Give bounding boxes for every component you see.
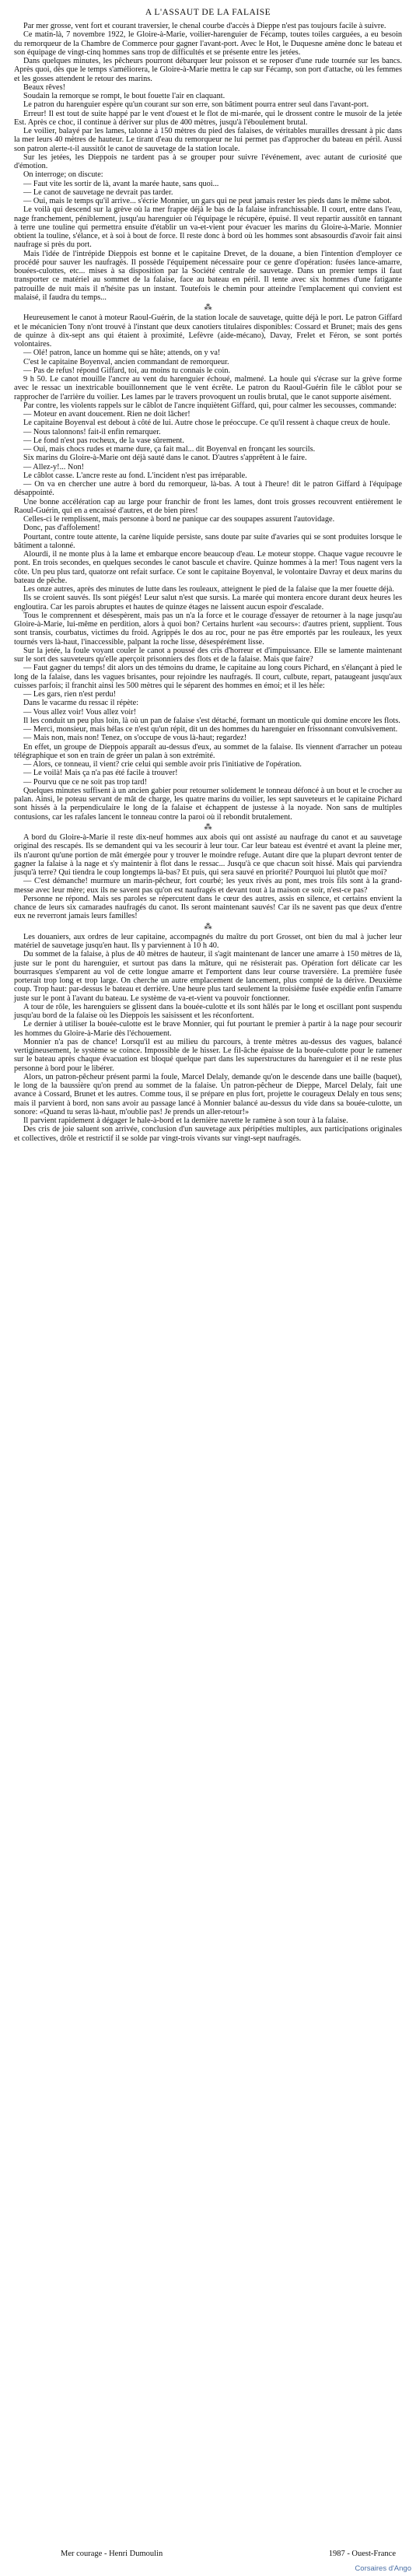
article-paragraph: Par contre, les violents rappels sur le câblot de l'ancre inquiètent Giffard, qui, pour calmer les secousses, commande: bbox=[23, 401, 397, 410]
article-paragraph: — Pas de refus! répond Giffard, toi, au moins tu connais le coin. bbox=[23, 366, 231, 375]
article-paragraph: Sur les jetées, les Dieppois ne tardent pas à se grouper pour suivre l'événement, avec autant de curiosité que d'émotion. bbox=[14, 152, 402, 170]
article-paragraph: — Le fond n'est pas rocheux, de la vase sûrement. bbox=[23, 436, 184, 445]
article-paragraph: — Olé! patron, lance un homme qui se hâte; attends, on y va! bbox=[23, 349, 221, 358]
article-paragraph: — Oui, mais chocs rudes et marne dure, ça fait mal... dit Boyenval en fronçant les sourcils. bbox=[23, 445, 316, 454]
section-separator: ⁂ bbox=[204, 303, 212, 312]
article-paragraph: Donc, pas d'affolement! bbox=[23, 524, 100, 533]
article-paragraph: — Pourvu que ce ne soit pas trop tard! bbox=[23, 777, 147, 787]
article-paragraph: — Faut gagner du temps! dit alors un des témoins du drame, le capitaine au long cours Pichard, en s'élançant à pied le long de la falaise, dans les vagues brisantes, pour rejoindre les naufragés. Il court, culbute, repart, pataugeant jusqu'aux cuisses parfois; il franchit ainsi les 500 mètres qui le séparent des hommes en émoi; et il les hèle: bbox=[14, 664, 402, 690]
article-paragraph: Beaux rêves! bbox=[23, 82, 66, 92]
article-paragraph: Il parvient rapidement à dégager le hale-à-bord et la dernière navette le ramène à son tour à la falaise. bbox=[23, 1116, 348, 1125]
article-paragraph: Dans le vacarme du ressac il répète: bbox=[23, 699, 139, 708]
article-paragraph: — On va en chercher une autre à bord du remorqueur, là-bas. A tout à l'heure! dit le patron Giffard à l'équipage désappointé. bbox=[14, 480, 402, 498]
article-paragraph: Le câblot casse. L'ancre reste au fond. L'incident n'est pas irréparable. bbox=[23, 471, 247, 480]
article-paragraph: Alourdi, il ne monte plus à la lame et embarque encore beaucoup d'eau. Le moteur stoppe. Chaque vague recouvre le pont. En trois secondes, en quelques secondes le canot bascule et chavire. Quinze hommes à la mer! Tous nagent vers la côte. Un peu plus tard, quatorze ont refait surface. Ce sont le capitaine Boyenval, le volontaire Davray et deux marins du bateau de pêche. bbox=[14, 550, 402, 585]
article-paragraph: — Mais non, mais non! Tenez, on s'occupe de vous là-haut; regardez! bbox=[23, 734, 247, 743]
article-paragraph: C'est le capitaine Boyenval, ancien commandant de remorqueur. bbox=[23, 357, 229, 366]
article-paragraph: — Le voilà! Mais ça n'a pas été facile à trouver! bbox=[23, 769, 178, 778]
article-paragraph: Les onze autres, après des minutes de lutte dans les rouleaux, atteignent le pied de la falaise que la mer fouette déjà. bbox=[23, 585, 394, 594]
article-paragraph: Les douaniers, aux ordres de leur capitaine, accompagnés du maître du port Grosset, ont bien du mal à jucher leur matériel de sauvetage jusqu'en haut. Ils y parviennent à 10 h 40. bbox=[14, 932, 402, 950]
article-paragraph: A bord du Gloire-à-Marie il reste dix-neuf hommes aux abois qui ont assisté au naufrage du canot et au sauvetage original des rescapés. Ils se demandent qui va les secourir à leur tour. Car leur bateau est éventré et avant la pleine mer, ils n'auront qu'une portion de mât émergée pour y trouver le moindre refuge. Autant dire que la plupart devront tenter de gagner la falaise à la nage et s'y maintenir à flot dans le ressac... Jusqu'à ce que chacun soit hissé. Mais qui parviendra jusqu'à terre? Qui tiendra le coup longtemps là-bas? Et puis, qui sera sauvé en priorité? Pourquoi lui plutôt que moi? bbox=[14, 833, 402, 877]
article-paragraph: — Allez-y!... Non! bbox=[23, 462, 85, 471]
article-paragraph: En effet, un groupe de Dieppois apparaît au-dessus d'eux, au sommet de la falaise. Ils viennent d'arracher un poteau télégraphique et son en train de gréer un palan à son extrémité. bbox=[14, 742, 402, 760]
section-separator: ⁂ bbox=[204, 922, 212, 931]
article-paragraph: Du sommet de la falaise, à plus de 40 mètres de hauteur, il s'agit maintenant de lancer une amarre à 150 mètres de là, juste sur le pont du harenguier, et surtout pas dans la mâture, qui ne résisterait pas. Opération fort délicate car les bourrasques s'emparent au vol de cette longue amarre et l'emportent dans leur course traversière. La première fusée porterait trop long et trop large. On cherche un autre emplacement de lancement, plus compté de la dérive. Deuxième coup. Trop haut: par-dessus le bateau et derrière. Une heure plus tard seulement la troisième fusée expédie enfin l'amarre juste sur le pont à l'avant du bateau. Le système de va-et-vient va pouvoir fonctionner. bbox=[14, 950, 402, 1003]
footer-date: 1987 - Ouest-France bbox=[328, 2550, 396, 2558]
article-paragraph: — Moteur en avant doucement. Rien ne doit lâcher! bbox=[23, 410, 191, 419]
article-paragraph: Le voilà qui descend sur la grève où la mer frappe déjà le bas de la falaise infranchissable. Il court, entre dans l'eau, nage franchement, péniblement, jusqu'au harenguier où l'équipage le récupère, épuisé. Il veut repartir aussitôt en tannant à terre une touline qui permettra ensuite d'établir un va-et-vient pour évacuer les marins du Gloire-à-Marie. Monnier obtient la touline, s'élance, et à soi à bout de force. Il reste donc à bord où les hommes sont absasourdis d'avoir fait ainsi naufrage si près du port. bbox=[14, 205, 402, 250]
article-paragraph: Soudain la remorque se rompt, le bout fouette l'air en claquant. bbox=[23, 92, 225, 100]
article-paragraph: Une bonne accélération cap au large pour franchir de front les lames, dont trois grosses recouvrent entièrement le Raoul-Guérin, qui en a encaissé d'autres, et de bien pires! bbox=[14, 497, 402, 515]
article-paragraph: Six marins du Gloire-à-Marie ont déjà sauté dans le canot. D'autres s'apprêtent à le faire. bbox=[23, 454, 307, 463]
article-paragraph: Sur la jetée, la foule voyant couler le canot a poussé des cris d'horreur et d'impuissance. Elle se lamente maintenant sur le sort des sauveteurs qu'elle aperçoit prisonniers des flots et de la falaise. Mais que faire? bbox=[14, 646, 402, 664]
article-paragraph: — Merci, monsieur, mais hélas ce n'est qu'un répit, dit un des hommes du harenguier en frissonnant convulsivement. bbox=[23, 725, 398, 734]
article-paragraph: Celles-ci le remplissent, mais personne à bord ne panique car des soupapes assurent l'autovidage. bbox=[23, 515, 335, 524]
section-separator: ⁂ bbox=[204, 822, 212, 832]
article-paragraph: 9 h 50. Le canot mouille l'ancre au vent du harenguier échoué, malmené. La houle qui s'écrase sur la grève forme avec le ressac un inextricable bouillonnement que le vent écrête. Le patron du Raoul-Guérin file le câblot pour se rapprocher de l'arrière du voilier. Les lames par le travers provoquent un roulis brutal, que le canot supporte aisément. bbox=[14, 375, 402, 401]
article-paragraph: — C'est démanche! murmure un marin-pêcheur, fort courbé; les yeux rivés au pont, mes trois fils sont à la grand-messe avec leur mère; eux ils ne savent pas qu'on est naufragés et devant tout à la maison ce soir, n'est-ce pas? bbox=[14, 877, 402, 895]
article-paragraph: On interroge; on discute: bbox=[23, 170, 103, 180]
article-paragraph: — Oui, mais le temps qu'il arrive... s'écrie Monnier, un gars qui ne peut jamais rester les pieds dans le même sabot. bbox=[23, 197, 392, 205]
article-paragraph: A tour de rôle, les harenguiers se glissent dans la bouée-culotte et ils sont hâlés par le long et oscillant pont suspendu jusqu'au bord de la falaise où les Dieppois les saisissent et les réconfortent. bbox=[14, 1002, 402, 1020]
article-paragraph: Dans quelques minutes, les pêcheurs pourront débarquer leur poisson et se reposer d'une rude tournée sur les bancs. Après quoi, dès que le temps s'améliorera, le Gloire-à-Marie mettra le cap sur Fécamp, son port d'attache, où les femmes et les gosses attendent le retour des marins. bbox=[14, 57, 402, 83]
article-paragraph: — Faut vite les sortir de là, avant la marée haute, sans quoi... bbox=[23, 179, 219, 188]
article-paragraph: Le capitaine Boyenval est debout à côté de lui. Autre chose le préoccupe. Ce qu'il ressent à chaque creux de houle. bbox=[23, 419, 390, 428]
article-paragraph: Heureusement le canot à moteur Raoul-Guérin, de la station locale de sauvetage, quitte déjà le port. Le patron Giffard et le mécanicien Tony n'ont trouvé à l'instant que deux canotiers titulaires disponibles: Cossard et Brunet; mais des gens de quinze à dix-sept ans qui étaient à proximité, Lefèvre (aide-mécano), Davay, Frelet et Féron, se sont portés volontaires. bbox=[14, 314, 402, 349]
article-paragraph: Tous le comprennent et désespèrent, mais pas un n'a la force et le courage d'essayer de retourner à la nage jusqu'au Gloire-à-Marie, lui-même en perdition, alors à quoi bon? Certains hurlent «au secours»: d'autres prient, supplient. Tous sont transis, courbatus, victimes du froid. Agrippés le dos au roc, pour ne pas être emportés par les rouleaux, les yeux tournés vers là-haut, l'inaccessible, palpant la roche lisse, désespérément lisse. bbox=[14, 611, 402, 647]
article-paragraph: Le patron du harenguier espère qu'un courant sur son erre, son bâtiment pourra entrer seul dans l'avant-port. bbox=[23, 100, 369, 110]
watermark-credit: Corsaires d'Ango bbox=[355, 2564, 411, 2573]
article-paragraph: Des cris de joie saluent son arrivée, conclusion d'un sauvetage aux péripéties multiples, aux participations originales et collectives, drôle et restrictif il se solde par vingt-trois vivants sur vingt-sept naufragés. bbox=[14, 1125, 402, 1143]
article-paragraph: Ce matin-là, 7 novembre 1922, le Gloire-à-Marie, voilier-harenguier de Fécamp, toutes toiles carguées, a eu besoin du remorqueur de la Chambre de Commerce pour gagner l'avant-port. Avec le Hot, le Duquesne amène donc le bateau et son équipage de vingt-cinq hommes sans trop de difficultés et se présente entre les jetées. bbox=[14, 30, 402, 57]
article-paragraph: Il les conduit un peu plus loin, là où un pan de falaise s'est détaché, formant un monticule qui domine encore les flots. bbox=[23, 716, 400, 725]
article-title: A L'ASSAUT DE LA FALAISE bbox=[145, 8, 271, 17]
article-paragraph: Mais l'idée de l'intrépide Dieppois est bonne et le capitaine Drevet, de la douane, a bien l'intention d'employer ce procédé pour sauver les naufragés. Il possède l'équipement nécessaire pour ce genre d'opération: fusées lance-amarre, bouées-culottes, etc... mises à sa disposition par la Société centrale de sauvetage. Dans un premier temps il faut transporter ce matériel au sommet de la falaise, face au bateau en péril. Il tente avec six hommes d'une fatigante patrouille de nuit mais il n'hésite pas un instant. Toutefois le chemin pour atteindre l'emplacement qui convient est malaisé, il faudra du temps... bbox=[14, 249, 402, 302]
article-paragraph: Quelques minutes suffisent à un ancien gabier pour retourner solidement le tonneau défoncé à un bout et le crocher au palan. Ainsi, le poteau servant de mât de charge, les quatre marins du voilier, les sept sauveteurs et le capitaine Pichard sont hissés à la perpendiculaire le long de la falaise et échappent de justesse à la noyade. Non sans de multiples contusions, car les rafales lancent le tonneau contre la paroi où il rebondit brutalement. bbox=[14, 786, 402, 822]
article-paragraph: Personne ne répond. Mais ses paroles se répercutent dans le cœur des autres, assis en silence, et certains envient la chance de leurs six camarades naufragés du canot. Ils seront maintenant sauvés! Car ils ne savent pas que deux d'entre eux ne reverront jamais leurs familles! bbox=[14, 894, 402, 921]
article-paragraph: Pourtant, contre toute attente, la carène liquide persiste, sans doute par suite d'avaries qui se sont produites lorsque le bâtiment a talonné. bbox=[14, 532, 402, 550]
article-paragraph: Alors, un patron-pêcheur présent parmi la foule, Marcel Delaly, demande qu'on le descende dans une baille (baquet), le long de la baussière qu'on prend au sommet de la falaise. Un patron-pêcheur de Dieppe, Marcel Delaly, fait une avance à Cossard, Brunet et les autres. Comme tous, il se prépare en plus fort, projette le courageux Delaly en tous sens; mais il parvient à bord, non sans avoir au passage lancé à Monnier balancé au-dessus du vide dans sa bouée-culotte, un sonore: «Quand tu seras là-haut, m'oublie pas! Je prends un aller-retour!» bbox=[14, 1072, 402, 1116]
article-paragraph: Par mer grosse, vent fort et courant traversier, le chenal courbe d'accès à Dieppe n'est pas toujours facile à suivre. bbox=[23, 22, 386, 30]
article-paragraph: — Alors, ce tonneau, il vient? crie celui qui semble avoir pris l'initiative de l'opération. bbox=[23, 760, 302, 769]
article-paragraph: Monnier n'a pas de chance! Lorsqu'il est au milieu du parcours, à trente mètres au-dessus des vagues, balancé vertigineusement, le système se coince. Impossible de le hisser. Le fil-âche épaisse de la bouée-culotte pour le ramener sur le bateau après chaque évacuation est bloqué quelque part dans les superstructures du harenguier et il ne reste plus personne à bord pour le libérer. bbox=[14, 1037, 402, 1073]
article-paragraph: Le voilier, balayé par les lames, talonne à 150 mètres du pied des falaises, de véritables murailles dressant à pic dans la mer leurs 40 mètres de hauteur. Le tirant d'eau du remorqueur ne lui permet pas d'approcher du bateau en péril. Aussi son patron alerte-t-il aussitôt le canot de sauvetage de la station locale. bbox=[14, 127, 402, 153]
article-paragraph: — Les gars, rien n'est perdu! bbox=[23, 690, 117, 699]
article-paragraph: — Vous allez voir! Vous allez voir! bbox=[23, 707, 137, 717]
article-paragraph: Ils se croient sauvés. Ils sont piégés! Leur salut n'est que sursis. La marée qui montera encore durant deux heures les engloutira. Car les parois abruptes et hautes de quinze étages ne laissent aucun espoir d'escalade. bbox=[14, 594, 402, 612]
article-paragraph: Erreur! Il est tout de suite happé par le vent d'ouest et le flot de mi-marée, qui le drossent contre le musoir de la jetée Est. Après ce choc, il continue à dériver sur plus de 400 mètres, jusqu'à l'éboulement brutal. bbox=[14, 109, 402, 127]
article-paragraph: — Le canot de sauvetage ne devrait pas tarder. bbox=[23, 188, 173, 197]
article-paragraph: — Nous talonnons! fait-il enfin remarquer. bbox=[23, 427, 161, 436]
footer-source: Mer courage - Henri Dumoulin bbox=[61, 2550, 163, 2558]
article-paragraph: Le dernier à utiliser la bouée-culotte est le brave Monnier, qui fut pourtant le premier à partir à la nage pour secourir les hommes du Gloire-à-Marie dès l'échouement. bbox=[14, 1020, 402, 1038]
article-body bbox=[14, 22, 402, 1143]
